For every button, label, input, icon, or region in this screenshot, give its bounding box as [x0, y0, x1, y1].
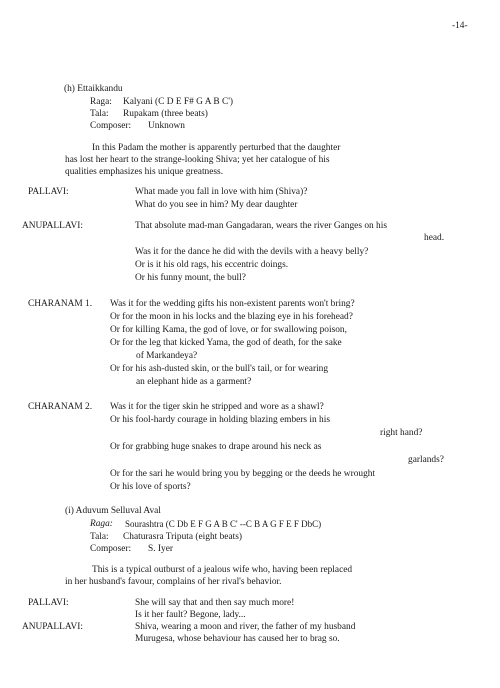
anupallavi-line: Shiva, wearing a moon and river, the father of my husband: [135, 622, 356, 632]
charanam1-line: Or for his ash-dusted skin, or the bull's tail, or for wearing: [110, 364, 329, 374]
charanam1-line: an elephant hide as a garment?: [136, 377, 252, 387]
anupallavi-label: ANUPALLAVI:: [22, 622, 83, 632]
charanam2-line: Was it for the tiger skin he stripped and wore as a shawl?: [110, 402, 324, 412]
pallavi-label: PALLAVI:: [28, 598, 69, 608]
charanam2-line: right hand?: [380, 428, 423, 438]
charanam2-label: CHARANAM 2.: [28, 402, 93, 412]
pallavi-line: What do you see in him? My dear daughter: [135, 200, 298, 210]
charanam1-label: CHARANAM 1.: [28, 299, 93, 309]
section-i-raga-value: Sourashtra (C Db E F G A B C' --C B A G F E F DbC): [125, 519, 322, 529]
pallavi-line: She will say that and then say much more!: [135, 598, 295, 608]
charanam2-line: Or his love of sports?: [110, 482, 191, 492]
section-h-intro-line: In this Padam the mother is apparently perturbed that the daughter: [92, 143, 341, 153]
pallavi-label: PALLAVI:: [28, 187, 69, 197]
section-i-heading: (i) Aduvum Selluval Aval: [65, 506, 161, 516]
page-number: -14-: [452, 21, 468, 31]
section-h-intro-line: qualities emphasizes his unique greatness.: [65, 167, 224, 177]
charanam2-line: garlands?: [408, 455, 444, 465]
section-i-tala-label: Tala:: [90, 532, 109, 542]
section-h-heading: (h) Ettaikkandu: [64, 84, 123, 94]
charanam2-line: Or for the sari he would bring you by begging or the deeds he wrought: [110, 469, 376, 479]
charanam1-line: Was it for the wedding gifts his non-existent parents won't bring?: [110, 299, 355, 309]
anupallavi-line: Was it for the dance he did with the devils with a heavy belly?: [135, 247, 369, 257]
pallavi-line: What made you fall in love with him (Shiva)?: [135, 187, 308, 197]
section-i-raga-label: Raga:: [90, 519, 113, 529]
anupallavi-line: head.: [424, 233, 445, 243]
anupallavi-label: ANUPALLAVI:: [22, 221, 83, 231]
section-i-tala-value: Chaturasra Triputa (eight beats): [123, 532, 242, 542]
anupallavi-line: Or his funny mount, the bull?: [135, 273, 246, 283]
section-h-composer-value: Unknown: [148, 121, 185, 131]
charanam2-line: Or for grabbing huge snakes to drape around his neck as: [110, 442, 322, 452]
pallavi-line: Is it her fault? Begone, lady...: [135, 610, 246, 620]
charanam2-line: Or his fool-hardy courage in holding blazing embers in his: [110, 415, 331, 425]
section-h-raga-label: Raga:: [90, 97, 112, 107]
anupallavi-line: Or is it his old rags, his eccentric doings.: [135, 260, 289, 270]
charanam1-line: Or for the leg that kicked Yama, the god of death, for the sake: [110, 338, 342, 348]
section-i-intro-line: This is a typical outburst of a jealous wife who, having been replaced: [92, 565, 353, 575]
charanam1-line: Or for killing Kama, the god of love, or for swallowing poison,: [110, 325, 347, 335]
anupallavi-line: That absolute mad-man Gangadaran, wears the river Ganges on his: [135, 221, 387, 231]
section-i-intro-line: in her husband's favour, complains of her rival's behavior.: [65, 577, 282, 587]
section-h-composer-label: Composer:: [90, 121, 132, 131]
section-i-composer-value: S. Iyer: [148, 544, 173, 554]
section-h-tala-label: Tala:: [90, 109, 109, 119]
section-h-tala-value: Rupakam (three beats): [123, 109, 208, 119]
section-h-raga-value: Kalyani (C D E F# G A B C'): [123, 97, 234, 107]
section-h-intro-line: has lost her heart to the strange-looking Shiva; yet her catalogue of his: [65, 155, 330, 165]
charanam1-line: of Markandeya?: [136, 351, 198, 361]
anupallavi-line: Murugesa, whose behaviour has caused her to brag so.: [135, 634, 340, 644]
section-i-composer-label: Composer:: [90, 544, 132, 554]
charanam1-line: Or for the moon in his locks and the blazing eye in his forehead?: [110, 312, 353, 322]
